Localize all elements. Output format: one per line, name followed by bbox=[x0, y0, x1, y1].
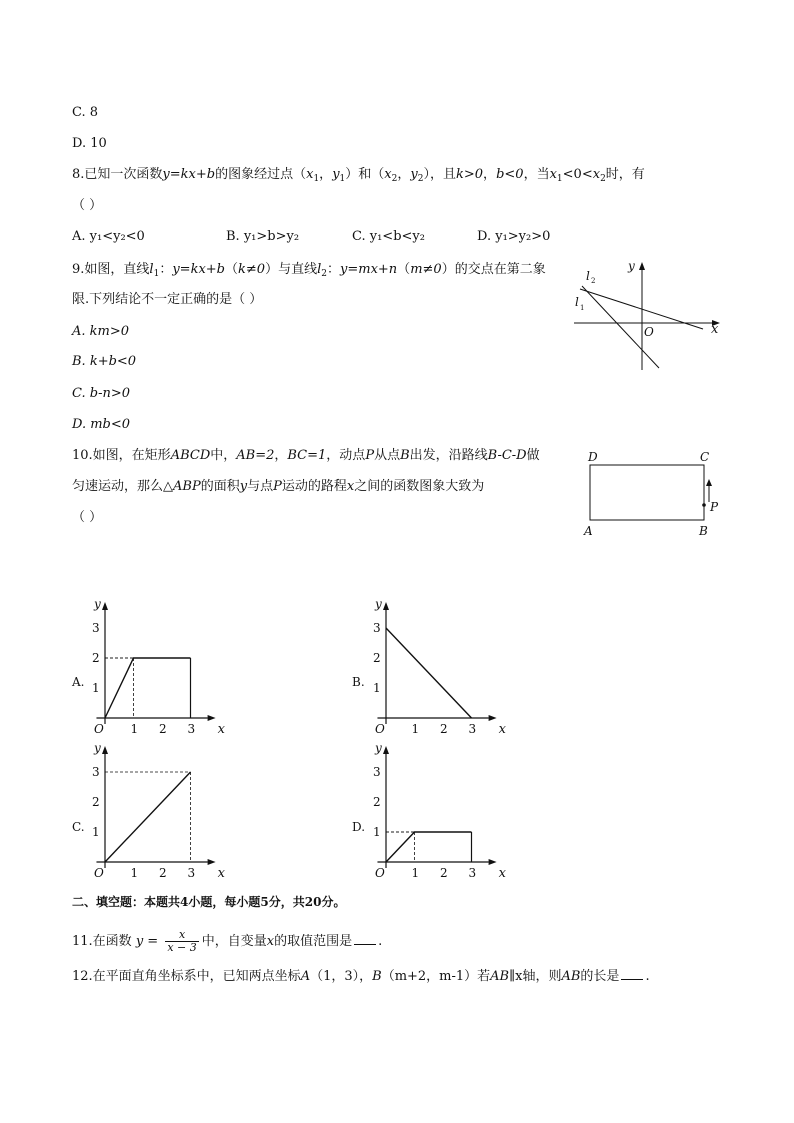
q10-graph-a bbox=[91, 596, 231, 736]
x-axis-label: x bbox=[498, 722, 506, 737]
q9-y-label: y bbox=[628, 259, 635, 273]
section2-heading: 二、填空题：本题共4小题，每小题5分，共20分。 bbox=[72, 895, 346, 909]
q8-stem: 8.已知一次函数y=kx+b的图象经过点（$x_1$，$y_1$）和（$x_2$，$y_2$），且k>0，b<0，当$x_1<0<x_2$时，有 bbox=[72, 167, 645, 184]
q10-rectangle bbox=[590, 465, 704, 520]
q11-answer-blank[interactable] bbox=[354, 932, 376, 945]
origin-label: O bbox=[375, 722, 385, 736]
q10-answer-paren: （ ） bbox=[72, 510, 103, 525]
q9-l2-label: l bbox=[586, 269, 590, 283]
q10-label-a: A bbox=[584, 524, 593, 538]
x-tick-label: 1 bbox=[411, 722, 420, 736]
x-tick-label: 2 bbox=[440, 866, 448, 880]
q9-l1-label: l bbox=[575, 295, 579, 309]
q10-point-p bbox=[702, 503, 706, 507]
q8-option-b: B. y₁>b>y₂ bbox=[226, 229, 300, 244]
x-tick-label: 3 bbox=[468, 866, 477, 880]
q10-graph-b-label: B. bbox=[352, 675, 365, 689]
q9-y-arrow-icon bbox=[639, 262, 645, 270]
q9-figure bbox=[570, 258, 730, 378]
q8-option-a: A. y₁<y₂<0 bbox=[72, 229, 145, 244]
x-tick-label: 1 bbox=[130, 722, 139, 736]
y-tick-label: 1 bbox=[92, 681, 100, 695]
q10-graph-b bbox=[372, 596, 512, 736]
q10-label-p: P bbox=[710, 500, 719, 514]
q9-option-b: B. k+b<0 bbox=[72, 354, 137, 369]
origin-label: O bbox=[94, 722, 104, 736]
q9-x-label: x bbox=[711, 322, 719, 337]
y-axis-label: y bbox=[375, 741, 382, 755]
y-tick-label: 3 bbox=[373, 765, 381, 779]
x-axis-label: x bbox=[498, 866, 506, 881]
y-axis-label: y bbox=[94, 597, 101, 611]
function-line bbox=[386, 628, 472, 718]
q10-stem-line2: 匀速运动，那么△ABP的面积y与点P运动的路程x之间的函数图象大致为 bbox=[72, 479, 485, 494]
x-tick-label: 1 bbox=[411, 866, 420, 880]
x-tick-label: 3 bbox=[187, 722, 196, 736]
origin-label: O bbox=[94, 866, 104, 880]
y-arrow-icon bbox=[383, 602, 389, 610]
x-tick-label: 2 bbox=[159, 722, 167, 736]
x-tick-label: 3 bbox=[187, 866, 196, 880]
q10-label-d: D bbox=[588, 450, 598, 464]
q7-option-c: C. 8 bbox=[72, 105, 99, 120]
y-arrow-icon bbox=[102, 746, 108, 754]
x-arrow-icon bbox=[208, 715, 216, 721]
y-axis-label: y bbox=[375, 597, 382, 611]
q9-option-c: C. b-n>0 bbox=[72, 386, 130, 401]
function-line bbox=[386, 832, 472, 862]
q8-options bbox=[72, 229, 592, 247]
q11-fraction: $\frac{x}{x - 3}$ bbox=[167, 928, 197, 954]
q10-graph-a-label: A. bbox=[72, 675, 85, 689]
q9-stem-line2: 限.下列结论不一定正确的是（ ） bbox=[72, 292, 263, 307]
q10-arrow-up-icon bbox=[706, 479, 712, 486]
q9-option-a: A. km>0 bbox=[72, 324, 130, 339]
x-tick-label: 3 bbox=[468, 722, 477, 736]
q9-origin-label: O bbox=[644, 325, 654, 339]
q11-stem: 11.在函数 y = $\frac{x}{x - 3}$ 中，自变量x的取值范围是 . bbox=[72, 928, 383, 954]
y-tick-label: 1 bbox=[92, 825, 100, 839]
x-arrow-icon bbox=[208, 859, 216, 865]
y-tick-label: 2 bbox=[373, 795, 381, 809]
q7-option-d: D. 10 bbox=[72, 136, 107, 151]
q10-label-b: B bbox=[699, 524, 708, 538]
y-tick-label: 3 bbox=[92, 621, 100, 635]
q10-graph-c-label: C. bbox=[72, 820, 85, 834]
q12-stem: 12.在平面直角坐标系中，已知两点坐标A（1，3），B（m+2，m-1）若AB∥x轴，则AB的长是 . bbox=[72, 969, 650, 984]
q10-graph-c bbox=[91, 740, 231, 880]
x-tick-label: 2 bbox=[159, 866, 167, 880]
q10-label-c: C bbox=[700, 450, 710, 464]
function-line bbox=[105, 772, 191, 862]
x-arrow-icon bbox=[489, 715, 497, 721]
origin-label: O bbox=[375, 866, 385, 880]
y-tick-label: 3 bbox=[373, 621, 381, 635]
q9-option-d: D. mb<0 bbox=[72, 417, 131, 432]
x-arrow-icon bbox=[489, 859, 497, 865]
y-tick-label: 3 bbox=[92, 765, 100, 779]
y-axis-label: y bbox=[94, 741, 101, 755]
y-tick-label: 2 bbox=[92, 795, 100, 809]
y-arrow-icon bbox=[102, 602, 108, 610]
q8-answer-paren: （ ） bbox=[72, 198, 103, 213]
q9-l1-sub: 1 bbox=[580, 304, 585, 312]
q8-option-c: C. y₁<b<y₂ bbox=[352, 229, 425, 244]
y-tick-label: 2 bbox=[92, 651, 100, 665]
q10-rectangle-figure bbox=[580, 446, 730, 546]
q9-stem-line1: 9.如图，直线$l_1$：y=kx+b（k≠0）与直线$l_2$：y=mx+n（m≠0）的交点在第二象 bbox=[72, 262, 546, 279]
y-arrow-icon bbox=[383, 746, 389, 754]
q10-stem-line1: 10.如图，在矩形ABCD中，AB=2，BC=1，动点P从点B出发，沿路线B-C-D做 bbox=[72, 448, 540, 463]
x-tick-label: 1 bbox=[130, 866, 139, 880]
q10-graph-d-label: D. bbox=[352, 820, 366, 834]
q8-option-d: D. y₁>y₂>0 bbox=[477, 229, 551, 244]
function-line bbox=[105, 658, 191, 718]
x-axis-label: x bbox=[217, 866, 225, 881]
y-tick-label: 2 bbox=[373, 651, 381, 665]
y-tick-label: 1 bbox=[373, 825, 381, 839]
y-tick-label: 1 bbox=[373, 681, 381, 695]
x-axis-label: x bbox=[217, 722, 225, 737]
x-tick-label: 2 bbox=[440, 722, 448, 736]
q9-l2-sub: 2 bbox=[591, 277, 596, 285]
q10-graph-d bbox=[372, 740, 512, 880]
q12-answer-blank[interactable] bbox=[621, 967, 643, 980]
